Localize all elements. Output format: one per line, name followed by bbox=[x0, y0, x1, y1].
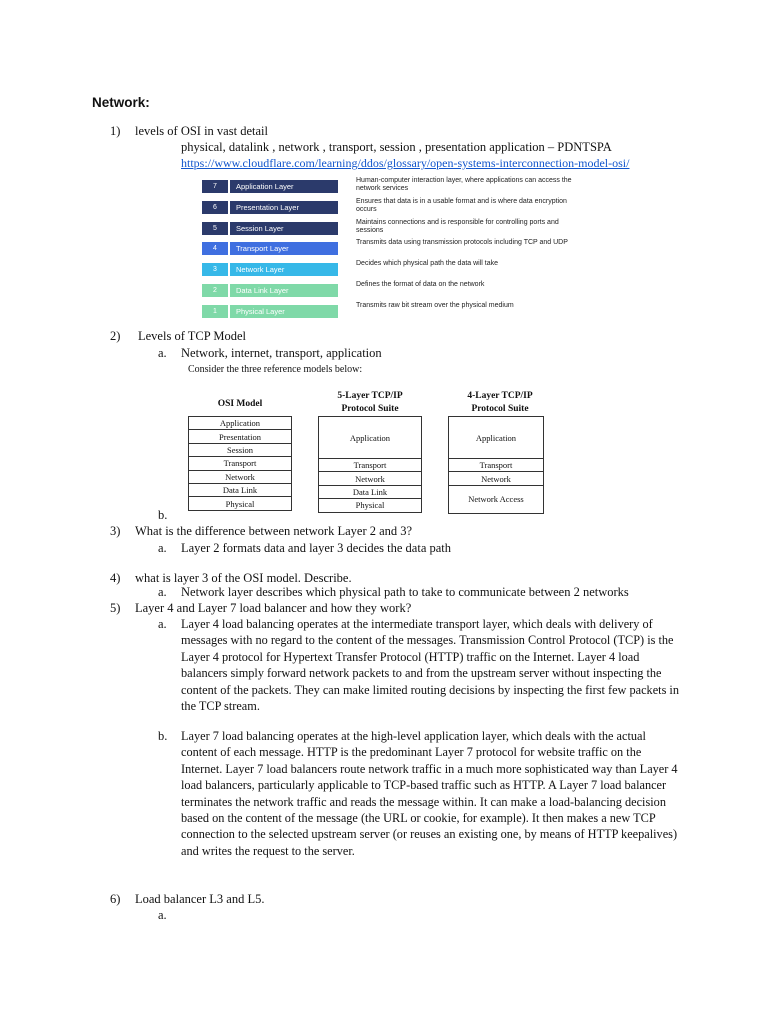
osi-layer-description: Maintains connections and is responsible for controlling ports and sessions bbox=[356, 218, 559, 234]
tcp4-title-line1: 4-Layer TCP/IP bbox=[467, 391, 533, 401]
osi-layer-name: Physical Layer bbox=[230, 305, 338, 318]
osi-layer-row bbox=[198, 301, 586, 319]
q6-a-label: a. bbox=[158, 908, 167, 922]
osi-layer-row bbox=[198, 241, 586, 256]
osi-row: Network bbox=[189, 470, 292, 483]
q1-detail: physical, datalink , network , transport, session , presentation application – PDNTSPA bbox=[181, 140, 612, 154]
q2-b-label: b. bbox=[158, 508, 168, 522]
osi-layer-description: Defines the format of data on the network bbox=[356, 281, 485, 288]
q5-a-label: a. bbox=[158, 617, 167, 631]
osi-layer-description: Transmits data using transmission protocols including TCP and UDP bbox=[356, 239, 568, 247]
osi-row: Transport bbox=[189, 457, 292, 470]
q5-b-label: b. bbox=[158, 729, 168, 743]
osi-layer-number: 4 bbox=[202, 242, 228, 255]
osi-layer-number: 1 bbox=[202, 305, 228, 318]
q2-a-label: a. bbox=[158, 346, 167, 360]
q3-a-label: a. bbox=[158, 541, 167, 555]
tcp4-row: Network bbox=[449, 472, 544, 485]
q3-a-answer: Layer 2 formats data and layer 3 decides the data path bbox=[181, 541, 452, 555]
q6-question: Load balancer L3 and L5. bbox=[135, 892, 265, 906]
tcp4-table bbox=[448, 416, 544, 514]
tcp5-row: Data Link bbox=[319, 485, 422, 498]
q4-a-label: a. bbox=[158, 585, 167, 599]
osi-layer-description: Human-computer interaction layer, where applications can access the network services bbox=[356, 177, 572, 192]
osi-layer-number: 7 bbox=[202, 180, 228, 193]
osi-layer-name: Data Link Layer bbox=[230, 284, 338, 297]
q5-b-answer: Layer 7 load balancing operates at the high-level application layer, which deals with the actual content of each message. HTTP is the predominant Layer 7 protocol for website traffic on the Internet. Layer 7 load balancers route network traffic in a much more sophisticated way than Layer 4 load balancers, particularly applicable to TCP-based traffic such as HTTP. A Layer 7 load balancer terminates the network traffic and reads the message within. It can make a load-balancing decision based on the content of the message (the URL or cookie, for example). It then makes a new TCP connection to the selected upstream server (or reuses an existing one, by means of HTTP keepalives) and writes the request to the server. bbox=[181, 729, 678, 858]
osi-layer-number: 6 bbox=[202, 201, 228, 214]
osi-layer-row bbox=[198, 283, 586, 298]
q5-a-answer: Layer 4 load balancing operates at the intermediate transport layer, which deals with delivery of messages with no regard to the content of the messages. Transmission Control Protocol (TCP) is the Layer 4 protocol for Hypertext Transfer Protocol (HTTP) traffic on the Internet. Layer 4 load balancers simply forward network packets to and from the upstream server without inspecting the content of the packets. They can make limited routing decisions by inspecting the first few packets in the TCP stream. bbox=[181, 617, 679, 714]
tcp5-table bbox=[318, 416, 422, 513]
q2-a-answer: Network, internet, transport, application bbox=[181, 346, 382, 360]
tcp5-title-line2: Protocol Suite bbox=[341, 404, 399, 414]
osi-row: Physical bbox=[189, 497, 292, 510]
osi-layer-name: Network Layer bbox=[230, 263, 338, 276]
osi-model-table bbox=[188, 416, 292, 511]
q4-question: what is layer 3 of the OSI model. Describe. bbox=[135, 571, 352, 585]
tcp5-row: Network bbox=[319, 472, 422, 485]
tcp5-row: Application bbox=[319, 417, 422, 459]
osi-layer-row bbox=[198, 197, 586, 215]
osi-layer-name: Application Layer bbox=[230, 180, 338, 193]
tcp4-title-line2: Protocol Suite bbox=[471, 404, 529, 414]
q4-a-answer: Network layer describes which physical path to take to communicate between 2 networks bbox=[181, 585, 629, 599]
osi-layer-number: 5 bbox=[202, 222, 228, 235]
osi-layer-row bbox=[198, 179, 586, 194]
osi-layer-number: 3 bbox=[202, 263, 228, 276]
osi-model-title: OSI Model bbox=[217, 399, 263, 409]
tcp-models-figure bbox=[186, 362, 546, 512]
tcp4-row: Application bbox=[449, 417, 544, 459]
osi-row: Application bbox=[189, 417, 292, 430]
osi-layer-row bbox=[198, 262, 586, 277]
tcp4-row: Transport bbox=[449, 459, 544, 472]
q4-number: 4) bbox=[110, 571, 121, 585]
q3-question: What is the difference between network Layer 2 and 3? bbox=[135, 524, 413, 538]
tcp5-row: Transport bbox=[319, 459, 422, 472]
tcp5-row: Physical bbox=[319, 499, 422, 512]
osi-layer-number: 2 bbox=[202, 284, 228, 297]
tcp4-row: Network Access bbox=[449, 485, 544, 513]
osi-layer-description: Ensures that data is in a usable format and is where data encryption occurs bbox=[356, 197, 567, 213]
osi-row: Session bbox=[189, 443, 292, 456]
osi-layer-description: Decides which physical path the data will take bbox=[356, 260, 499, 268]
q6-number: 6) bbox=[110, 892, 121, 906]
q1-question: levels of OSI in vast detail bbox=[135, 124, 268, 138]
osi-row: Presentation bbox=[189, 430, 292, 443]
figure-caption: Consider the three reference models below: bbox=[188, 364, 363, 375]
osi-layer-name: Session Layer bbox=[230, 222, 338, 235]
cloudflare-osi-link[interactable]: https://www.cloudflare.com/learning/ddos/glossary/open-systems-interconnection-model-osi/ bbox=[181, 156, 630, 170]
osi-row: Data Link bbox=[189, 483, 292, 496]
q2-question: Levels of TCP Model bbox=[138, 329, 246, 343]
q5-number: 5) bbox=[110, 601, 121, 615]
q3-number: 3) bbox=[110, 524, 121, 538]
q5-question: Layer 4 and Layer 7 load balancer and how they work? bbox=[135, 601, 412, 615]
osi-layer-description: Transmits raw bit stream over the physical medium bbox=[356, 301, 514, 309]
page-heading: Network: bbox=[92, 95, 150, 110]
tcp5-title-line1: 5-Layer TCP/IP bbox=[337, 391, 403, 401]
osi-layer-row bbox=[198, 218, 586, 236]
q2-number: 2) bbox=[110, 329, 121, 343]
osi-layers-figure bbox=[198, 175, 586, 323]
osi-layer-name: Presentation Layer bbox=[230, 201, 338, 214]
osi-layer-name: Transport Layer bbox=[230, 242, 338, 255]
q1-number: 1) bbox=[110, 124, 121, 138]
